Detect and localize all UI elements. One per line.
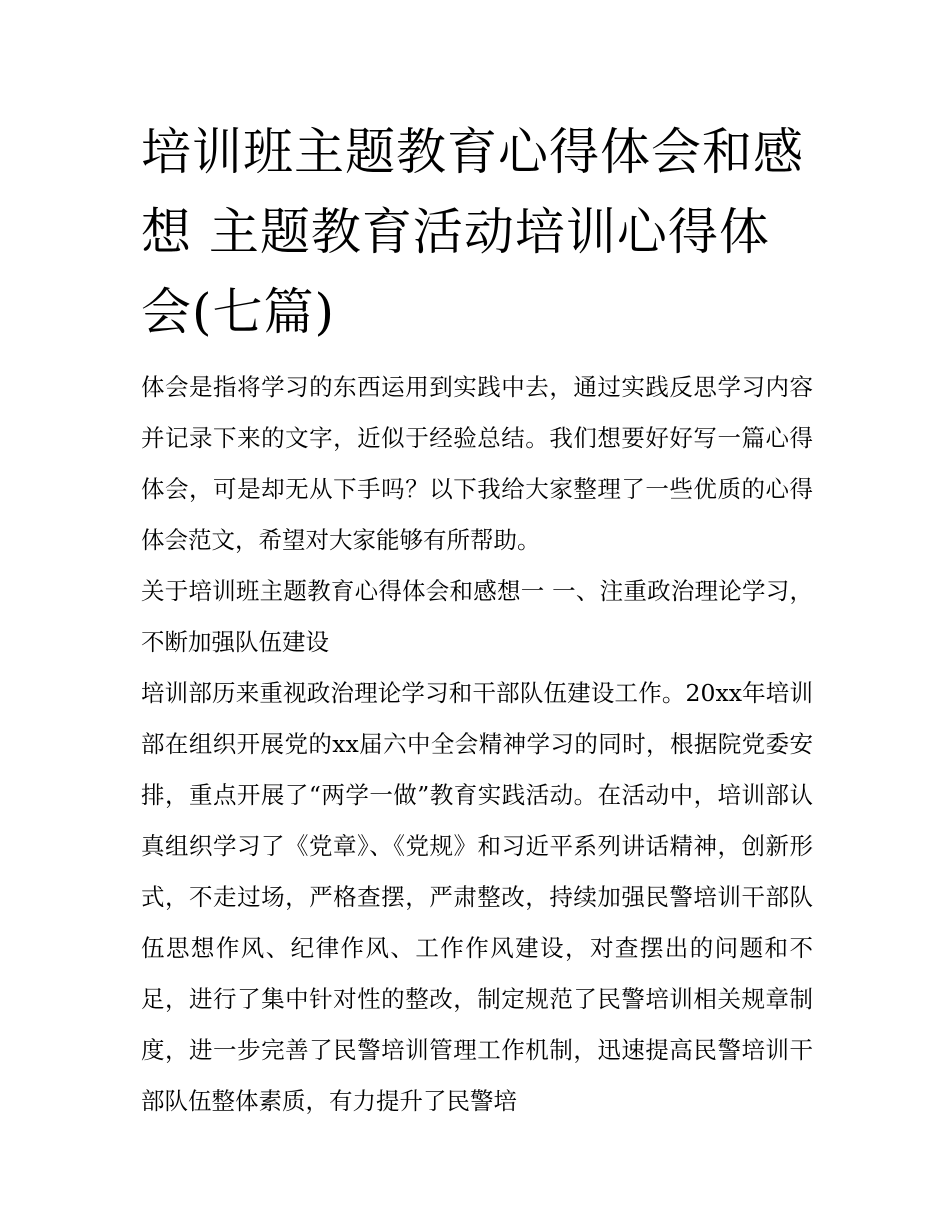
- section-heading-paragraph: 关于培训班主题教育心得体会和感想一 一、注重政治理论学习，不断加强队伍建设: [141, 577, 813, 656]
- intro-paragraph: 体会是指将学习的东西运用到实践中去，通过实践反思学习内容并记录下来的文字，近似于经验总结。我们想要好好写一篇心得体会，可是却无从下手吗？以下我给大家整理了一些优质的心得体会范文，希望对大家能够有所帮助。: [141, 373, 813, 554]
- document-page: [141, 112, 813, 1127]
- body-paragraph: 培训部历来重视政治理论学习和干部队伍建设工作。20xx年培训部在组织开展党的xx届六中全会精神学习的同时，根据院党委安排，重点开展了“两学一做”教育实践活动。在活动中，培训部认真组织学习了《党章》、《党规》和习近平系列讲话精神，创新形式，不走过场，严格查摆，严肃整改，持续加强民警培训干部队伍思想作风、纪律作风、工作作风建设，对查摆出的问题和不足，进行了集中针对性的整改，制定规范了民警培训相关规章制度，进一步完善了民警培训管理工作机制，迅速提高民警培训干部队伍整体素质，有力提升了民警培: [141, 679, 813, 1115]
- document-body: [141, 362, 813, 1127]
- document-title: 培训班主题教育心得体会和感想 主题教育活动培训心得体会(七篇): [141, 123, 804, 341]
